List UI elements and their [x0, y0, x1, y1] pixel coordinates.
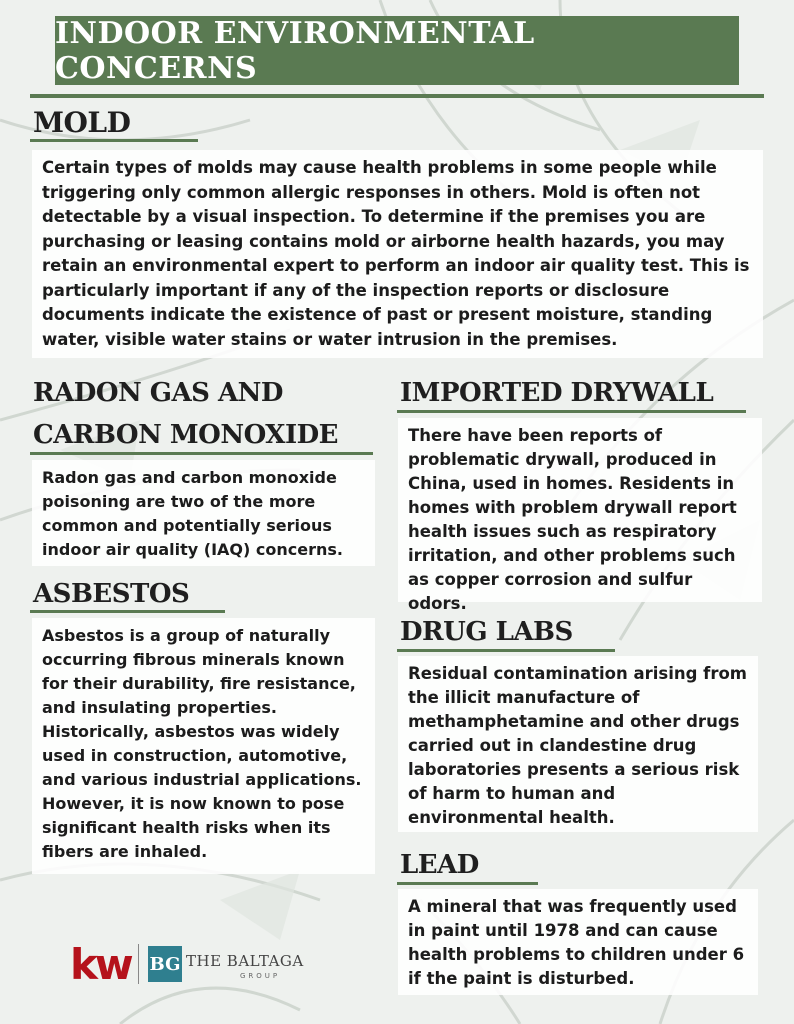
baltaga-logo-mark: BG — [148, 946, 182, 982]
drywall-body: There have been reports of problematic drywall, produced in China, used in homes. Residents in homes with problem drywall report health issues such as respiratory irritation, and other problems such as copper corrosion and sulfur odors. — [398, 418, 762, 602]
drywall-heading: IMPORTED DRYWALL — [400, 378, 714, 408]
baltaga-brand-name: THE BALTAGA — [186, 952, 304, 970]
radon-body: Radon gas and carbon monoxide poisoning are two of the more common and potentially serious indoor air quality (IAQ) concerns. — [32, 460, 375, 566]
mold-body: Certain types of molds may cause health problems in some people while triggering only common allergic responses in others. Mold is often not detectable by a visual inspection. To determine if the premises you are purchasing or leasing contains mold or airborne health hazards, you may retain an environmental expert to perform an indoor air quality test. This is particularly important if any of the inspection reports or disclosure documents indicate the existence of past or present moisture, standing water, visible water stains or water intrusion in the premises. — [32, 150, 763, 358]
radon-heading-line2: CARBON MONOXIDE — [33, 420, 338, 450]
title-underline — [30, 94, 764, 98]
lead-heading: LEAD — [400, 850, 479, 880]
kw-logo: kw — [70, 940, 131, 989]
lead-body: A mineral that was frequently used in paint until 1978 and can cause health problems to children under 6 if the paint is disturbed. — [398, 889, 758, 995]
radon-heading-line1: RADON GAS AND — [33, 378, 283, 408]
asbestos-heading: ASBESTOS — [33, 579, 190, 609]
druglabs-heading-underline — [397, 649, 615, 652]
mold-heading: MOLD — [33, 106, 131, 139]
logo-divider — [138, 944, 139, 984]
drywall-heading-underline — [397, 410, 746, 413]
lead-heading-underline — [397, 882, 538, 885]
mold-heading-underline — [30, 139, 198, 142]
baltaga-brand-sub: GROUP — [240, 972, 281, 980]
asbestos-heading-underline — [30, 610, 225, 613]
page-title: INDOOR ENVIRONMENTAL CONCERNS — [55, 16, 739, 85]
radon-heading-underline — [30, 452, 373, 455]
druglabs-body: Residual contamination arising from the illicit manufacture of methamphetamine and other drugs carried out in clandestine drug laboratories presents a serious risk of harm to human and environmental health. — [398, 656, 758, 832]
asbestos-body: Asbestos is a group of naturally occurring fibrous minerals known for their durability, fire resistance, and insulating properties. Historically, asbestos was widely used in construction, automotive, and various industrial applications. However, it is now known to pose significant health risks when its fibers are inhaled. — [32, 618, 375, 874]
druglabs-heading: DRUG LABS — [400, 617, 573, 647]
